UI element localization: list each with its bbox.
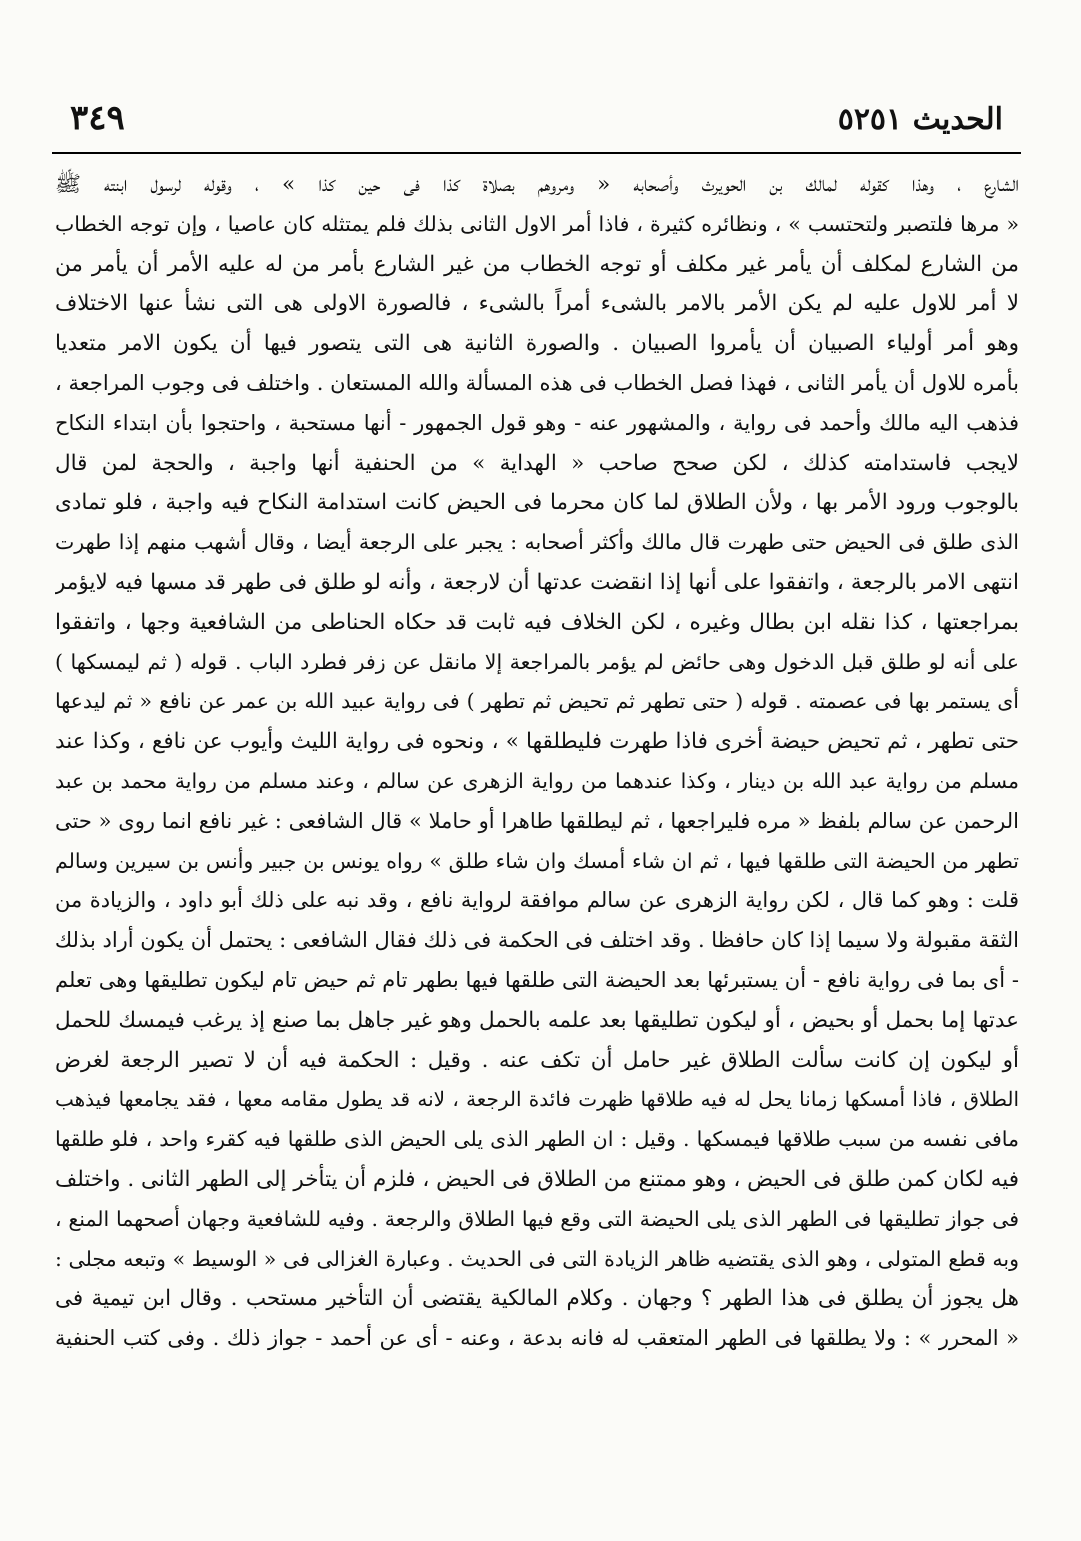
- text-line: انتهى الامر بالرجعة ، واتفقوا على أنها إذا انقضت عدتها أن لارجعة ، وأنه لو طلق فى طهر قد مسها فيه لايؤمر: [55, 569, 1019, 595]
- text-line: وبه قطع المتولى ، وهو الذى يقتضيه ظاهر الزيادة التى فى الحديث . وعبارة الغزالى فى « الوسيط » وتبعه مجلى :: [55, 1246, 1019, 1271]
- text-line: فذهب اليه مالك وأحمد فى رواية ، والمشهور عنه - وهو قول الجمهور - أنها مستحبة ، واحتجوا بأن ابتداء النكاح: [55, 410, 1019, 435]
- text-line: فى جواز تطليقها فى الطهر الذى يلى الحيضة التى وقع فيها الطلاق والرجعة . وفيه للشافعية وجهان أصحهما المنع ،: [55, 1206, 1019, 1231]
- text-line: « المحرر » : ولا يطلقها فى الطهر المتعقب له فانه بدعة ، وعنه - أى عن أحمد - جواز ذلك . وفى كتب الحنفية: [55, 1326, 1019, 1351]
- text-line: الشارع ، وهذا كقوله لمالك بن الحويرث وأصحابه « ومروهم بصلاة كذا فى حين كذا » ، وقوله لرسول ابنته ﷺ: [55, 172, 1019, 197]
- text-line: لا أمر للاول عليه لم يكن الأمر بالامر بالشىء أمراً بالشىء ، فالصورة الاولى هى التى نشأ عنها الاختلاف: [55, 291, 1019, 317]
- text-line: أى يستمر بها فى عصمته . قوله ( حتى تطهر ثم تحيض ثم تطهر ) فى رواية عبيد الله بن عمر عن نافع « ثم ليدعها: [55, 689, 1019, 714]
- text-line: بأمره للاول أن يأمر الثانى ، فهذا فصل الخطاب فى هذه المسألة والله المستعان . واختلف فى وجوب المراجعة ،: [55, 370, 1019, 395]
- text-line: فيه لكان كمن طلق فى الحيض ، وهو ممتنع من الطلاق فى الحيض ، فلزم أن يتأخر إلى الطهر الثانى . واختلف: [55, 1166, 1019, 1192]
- text-line: هل يجوز أن يطلق فى هذا الطهر ؟ وجهان . وكلام المالكية يقتضى أن التأخير مستحب . وقال ابن تيمية فى: [55, 1286, 1019, 1312]
- text-line: - أى بما فى رواية نافع - أن يستبرئها بعد الحيضة التى طلقها فيها بطهر تام ثم حيض تام ليكون تطليقها وهى تعلم: [55, 967, 1019, 992]
- text-line: بمراجعتها ، كذا نقله ابن بطال وغيره ، لكن الخلاف فيه ثابت قد حكاه الحناطى من الشافعية وجها ، واتفقوا: [55, 609, 1019, 635]
- page-number: ٣٤٩: [70, 98, 125, 138]
- text-line: مافى نفسه من سبب طلاقها فيمسكها . وقيل : ان الطهر الذى يلى الحيض الذى طلقها فيه كقرء واحد ، فلو طلقها: [55, 1127, 1019, 1152]
- text-line: أو ليكون إن كانت سألت الطلاق غير حامل أن تكف عنه . وقيل : الحكمة فيه أن لا تصير الرجعة لغرض: [55, 1047, 1019, 1073]
- text-line: تطهر من الحيضة التى طلقها فيها ، ثم ان شاء أمسك وان شاء طلق » رواه يونس بن جبير وأنس بن سيرين وسالم: [55, 848, 1019, 873]
- text-line: بالوجوب ورود الأمر بها ، ولأن الطلاق لما كان محرما فى الحيض كانت استدامة النكاح فيه واجبة ، فلو تمادى: [55, 490, 1019, 516]
- text-line: الثقة مقبولة ولا سيما إذا كان حافظا . وقد اختلف فى الحكمة فى ذلك فقال الشافعى : يحتمل أن يكون أراد بذلك: [55, 928, 1019, 953]
- text-line: حتى تطهر ، ثم تحيض حيضة أخرى فاذا طهرت فليطلقها » ، ونحوه فى رواية الليث وأيوب عن نافع ، وكذا عند: [55, 729, 1019, 755]
- page-header: [60, 92, 1003, 152]
- text-line: عدتها إما بحمل أو بحيض ، أو ليكون تطليقها بعد علمه بالحمل وهو غير جاهل بما صنع إذ يرغب فيمسك للحمل: [55, 1007, 1019, 1033]
- text-line: على أنه لو طلق قبل الدخول وهى حائض لم يؤمر بالمراجعة إلا مانقل عن زفر فطرد الباب . قوله ( ثم ليمسكها ): [55, 649, 1019, 674]
- running-head: الحديث ٥٢٥١: [837, 102, 1003, 137]
- text-line: الذى طلق فى الحيض حتى طهرت قال مالك وأكثر أصحابه : يجبر على الرجعة أيضا ، وقال أشهب منهم إذا طهرت: [55, 530, 1019, 555]
- text-line: من الشارع لمكلف أن يأمر غير مكلف أو توجه الخطاب من غير الشارع بأمر من له عليه الأمر أن يأمر من: [55, 251, 1019, 277]
- text-line: الرحمن عن سالم بلفظ « مره فليراجعها ، ثم ليطلقها طاهرا أو حاملا » قال الشافعى : غير نافع انما روى « حتى: [55, 808, 1019, 833]
- text-line: وهو أمر أولياء الصبيان أن يأمروا الصبيان . والصورة الثانية هى التى يتصور فيها أن يكون الامر متعديا: [55, 331, 1019, 357]
- header-rule: [52, 152, 1021, 154]
- body-text: [55, 165, 1019, 1359]
- text-line: الطلاق ، فاذا أمسكها زمانا يحل له فيه طلاقها ظهرت فائدة الرجعة ، لانه قد يطول مقامه معها ، فقد يجامعها فيذهب: [55, 1087, 1019, 1112]
- text-line: مسلم من رواية عبد الله بن دينار ، وكذا عندهما من رواية الزهرى عن سالم ، وعند مسلم من رواية محمد بن عبد: [55, 768, 1019, 793]
- text-line: قلت : وهو كما قال ، لكن رواية الزهرى عن سالم موافقة لرواية نافع ، وقد نبه على ذلك أبو داود ، والزيادة من: [55, 888, 1019, 913]
- text-line: لايجب فاستدامته كذلك ، لكن صحح صاحب « الهداية » من الحنفية أنها واجبة ، والحجة لمن قال: [55, 450, 1019, 476]
- text-line: « مرها فلتصبر ولتحتسب » ، ونظائره كثيرة ، فاذا أمر الاول الثانى بذلك فلم يمتثله كان عاصيا ، وإن توجه الخطاب: [55, 211, 1019, 236]
